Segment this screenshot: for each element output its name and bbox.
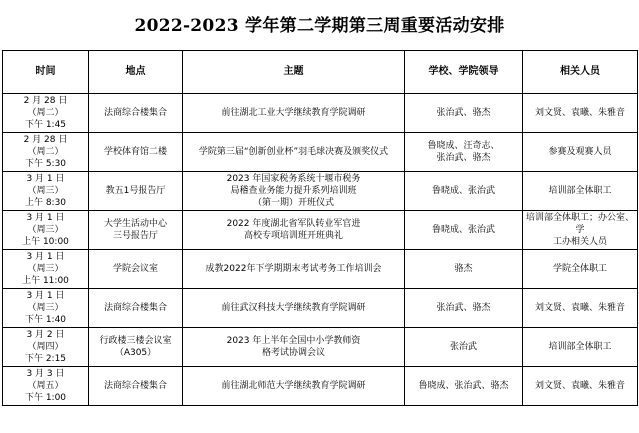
- cell-leaders: 鲁晓成、张治武、骆杰: [405, 367, 523, 406]
- schedule-table: [2, 50, 638, 406]
- cell-place: 大学生活动中心 三号报告厅: [89, 211, 183, 250]
- cell-staff: 培训部全体职工: [523, 328, 638, 367]
- cell-leaders: 张治武、骆杰: [405, 289, 523, 328]
- cell-staff: 刘文贤、袁曦、朱雅音: [523, 94, 638, 133]
- header-time: 时间: [3, 51, 89, 94]
- cell-leaders: 张治武: [405, 328, 523, 367]
- cell-leaders: 鲁晓成、张治武: [405, 172, 523, 211]
- cell-leaders: 鲁晓成、张治武: [405, 211, 523, 250]
- cell-time: 3 月 1 日 （周三） 下午 1:40: [3, 289, 89, 328]
- cell-topic: 前往湖北师范大学继续教育学院调研: [183, 367, 405, 406]
- cell-place: 学院会议室: [89, 250, 183, 289]
- table-row: [3, 289, 638, 328]
- cell-time: 2 月 28 日 （周二） 下午 5:30: [3, 133, 89, 172]
- table-row: [3, 211, 638, 250]
- cell-topic: 2023 年上半年全国中小学教师资 格考试协调会议: [183, 328, 405, 367]
- cell-topic: 前往武汉科技大学继续教育学院调研: [183, 289, 405, 328]
- cell-topic: 成教2022年下学期期末考试考务工作培训会: [183, 250, 405, 289]
- header-staff: 相关人员: [523, 51, 638, 94]
- cell-place: 学校体育馆二楼: [89, 133, 183, 172]
- table-row: [3, 328, 638, 367]
- cell-place: 法商综合楼集合: [89, 289, 183, 328]
- page-title: 2022-2023 学年第二学期第三周重要活动安排: [134, 15, 505, 36]
- cell-time: 3 月 3 日 （周五） 下午 1:00: [3, 367, 89, 406]
- table-row: [3, 250, 638, 289]
- header-leaders: 学校、学院领导: [405, 51, 523, 94]
- cell-place: 教五1号报告厅: [89, 172, 183, 211]
- cell-time: 3 月 1 日 （周三） 上午 11:00: [3, 250, 89, 289]
- header-topic: 主题: [183, 51, 405, 94]
- cell-place: 法商综合楼集合: [89, 367, 183, 406]
- table-row: [3, 94, 638, 133]
- cell-staff: 培训部全体职工；办公室、学 工办相关人员: [523, 211, 638, 250]
- cell-place: 法商综合楼集合: [89, 94, 183, 133]
- header-row: [3, 51, 638, 94]
- cell-staff: 学院全体职工: [523, 250, 638, 289]
- cell-time: 2 月 28 日 （周二） 下午 1:45: [3, 94, 89, 133]
- cell-topic: 前往湖北工业大学继续教育学院调研: [183, 94, 405, 133]
- cell-staff: 参赛及观赛人员: [523, 133, 638, 172]
- table-row: [3, 172, 638, 211]
- cell-staff: 刘文贤、袁曦、朱雅音: [523, 289, 638, 328]
- table-row: [3, 367, 638, 406]
- cell-staff: 刘文贤、袁曦、朱雅音: [523, 367, 638, 406]
- header-place: 地点: [89, 51, 183, 94]
- cell-topic: 学院第三届“创新创业杯”羽毛球决赛及颁奖仪式: [183, 133, 405, 172]
- cell-leaders: 鲁晓成、汪奇志、 张治武、骆杰: [405, 133, 523, 172]
- cell-leaders: 骆杰: [405, 250, 523, 289]
- cell-topic: 2022 年度湖北省军队转业军官进 高校专项培训班开班典礼: [183, 211, 405, 250]
- cell-time: 3 月 2 日 （周四） 下午 2:15: [3, 328, 89, 367]
- cell-topic: 2023 年国家税务系统十堰市税务 局稽查业务能力提升系列培训班 （第一期）开班仪式: [183, 172, 405, 211]
- table-row: [3, 133, 638, 172]
- cell-time: 3 月 1 日 （周三） 上午 8:30: [3, 172, 89, 211]
- cell-place: 行政楼三楼会议室 （A305）: [89, 328, 183, 367]
- cell-staff: 培训部全体职工: [523, 172, 638, 211]
- cell-leaders: 张治武、骆杰: [405, 94, 523, 133]
- cell-time: 3 月 1 日 （周三） 上午 10:00: [3, 211, 89, 250]
